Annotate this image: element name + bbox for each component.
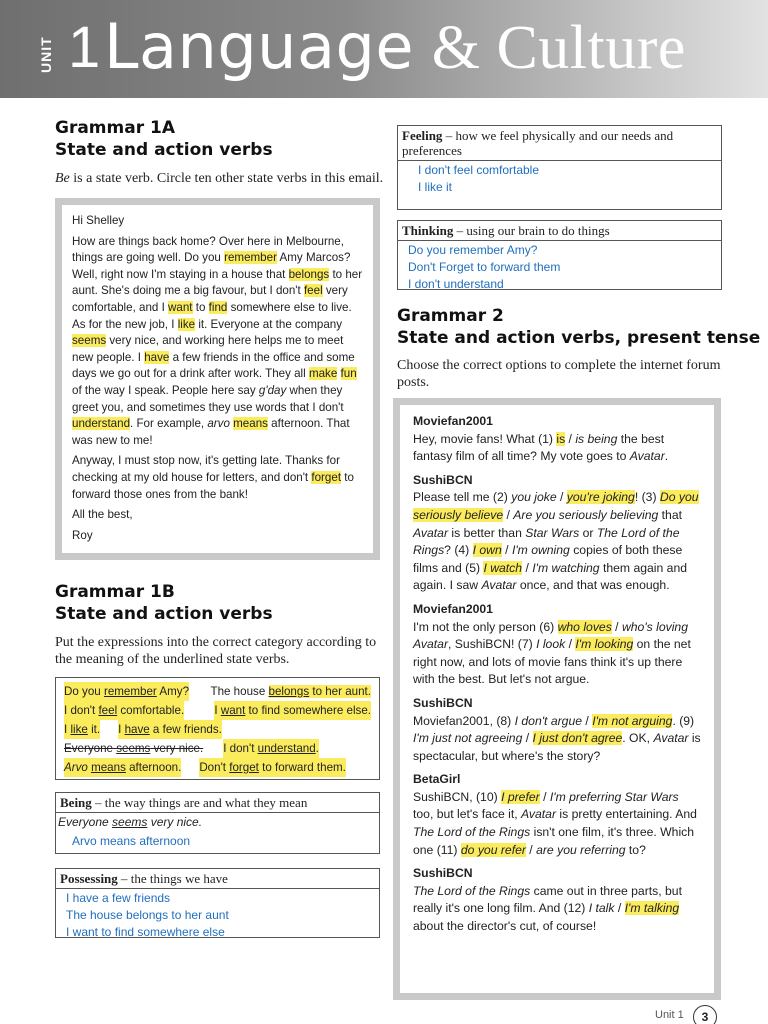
grammar-2-heading: Grammar 2 State and action verbs, present tense <box>397 306 761 348</box>
answer-text[interactable]: I don't feel comfortable <box>418 163 540 177</box>
option-selected[interactable]: who loves <box>557 619 612 634</box>
option-selected[interactable]: Do you seriously believe <box>413 490 699 522</box>
answer-text[interactable]: The house belongs to her aunt <box>66 908 229 922</box>
action-verb[interactable]: find <box>208 300 228 314</box>
answer-text[interactable]: I have a few friends <box>66 891 171 905</box>
option[interactable]: I'm just not agreeing <box>413 731 523 746</box>
forum-username: Moviefan2001 <box>413 601 493 616</box>
option-selected[interactable]: I own <box>472 543 502 558</box>
state-verb[interactable]: belongs <box>288 267 330 281</box>
grammar-1b-heading: Grammar 1B State and action verbs <box>55 582 273 624</box>
title-language: Language <box>104 10 414 83</box>
expression-item-used[interactable]: Everyone seems very nice. <box>64 742 204 755</box>
expressions-box <box>55 677 380 780</box>
option[interactable]: are you referring <box>536 842 626 857</box>
email-greeting: Hi Shelley <box>72 214 125 227</box>
option[interactable]: I'm watching <box>532 560 600 575</box>
state-verb[interactable]: means <box>233 417 268 431</box>
forum-frame <box>393 398 721 1000</box>
state-verb[interactable]: forget <box>311 470 342 484</box>
option-selected[interactable]: I'm talking <box>624 901 680 916</box>
footer-unit-label: Unit 1 <box>655 1009 684 1021</box>
answer-text[interactable]: Arvo means afternoon <box>72 834 191 848</box>
forum-username: SushiBCN <box>413 866 473 881</box>
forum-post: SushiBCN, (10) I prefer / I'm preferring Star Wars too, but let's face it, Avatar is pretty entertaining. And The Lord of the Rings isn't one film, it's three. Which one (11) do you refer / are you referring to? <box>413 789 697 857</box>
expression-item[interactable]: The house belongs to her aunt. <box>210 685 371 698</box>
option[interactable]: I look <box>536 637 566 652</box>
forum-username: SushiBCN <box>413 472 473 487</box>
state-verb[interactable]: feel <box>303 284 323 298</box>
forum-post: Please tell me (2) you joke / you're joking! (3) Do you seriously believe / Are you seriously believing that Avatar is better than Star Wars or The Lord of the Rings? (4) I own / I'm owning copies of both these films and (5) I watch / I'm watching them again and again. I saw Avatar once, and that was enough. <box>413 490 699 593</box>
state-verb[interactable]: seems <box>72 334 107 348</box>
option[interactable]: you joke <box>511 490 557 505</box>
answer-text[interactable]: I don't understand <box>408 277 504 291</box>
expression-item[interactable]: Do you remember Amy? <box>64 682 189 701</box>
email-paragraph-1: How are things back home? Over here in Melbourne, things are going well. Do you remember Amy Marcos? Well, right now I'm staying in a house that belongs to her aunt. She's doing me a big favour, but I don't feel very comfortable, and I want to find somewhere else to live. As for the new job, I like it. Everyone at the company seems very nice, and working here helps me to meet new people. I have a few friends in the office and some days we go out for a drink after work. They all make fun of the way I speak. People here say g'day when they greet you, and sometimes they use words that I don't understand. For example, arvo means afternoon. That was new to me! <box>72 234 363 447</box>
category-feeling-heading: Feeling – how we feel physically and our needs and preferences <box>398 126 721 161</box>
forum-post: Hey, movie fans! What (1) is / is being the best fantasy film of all time? My vote goes to Avatar. <box>413 431 669 464</box>
expression-item[interactable]: I don't understand. <box>223 739 319 758</box>
expression-item[interactable]: I have a few friends. <box>118 720 222 739</box>
state-verb[interactable]: understand <box>72 417 131 431</box>
forum-username: SushiBCN <box>413 695 473 710</box>
state-verb[interactable]: remember <box>224 251 277 265</box>
email-signature: Roy <box>72 528 93 542</box>
category-being-example: Everyone seems very nice. <box>58 815 203 829</box>
forum-username: BetaGirl <box>413 772 461 787</box>
grammar-1b-instruction: Put the expressions into the correct category according to the meaning of the underlined state verbs. <box>55 635 377 667</box>
email-frame <box>55 198 380 560</box>
unit-label: UNIT <box>38 36 54 74</box>
category-being <box>55 792 380 854</box>
option-selected[interactable]: I just don't agree <box>532 731 623 746</box>
option[interactable]: I'm owning <box>511 543 570 558</box>
state-verb[interactable]: like <box>177 317 196 331</box>
option-selected[interactable]: I'm not arguing <box>592 713 673 728</box>
option-selected[interactable]: you're joking <box>566 490 635 505</box>
category-possessing-heading: Possessing – the things we have <box>56 869 379 889</box>
category-possessing <box>55 868 380 938</box>
unit-banner <box>0 0 768 98</box>
page-number: 3 <box>693 1005 717 1024</box>
answer-text[interactable]: Don't Forget to forward them <box>408 260 561 274</box>
answer-text[interactable]: I like it <box>418 180 453 194</box>
option[interactable]: Are you seriously believing <box>513 507 659 522</box>
option-selected[interactable]: is <box>556 431 566 446</box>
option-selected[interactable]: I prefer <box>501 789 540 804</box>
title-culture: & Culture <box>431 14 686 82</box>
answer-text[interactable]: Do you remember Amy? <box>408 243 538 257</box>
category-being-heading: Being – the way things are and what they mean <box>56 793 379 813</box>
action-verb[interactable]: make <box>308 367 338 381</box>
expression-item[interactable]: Don't forget to forward them. <box>199 758 346 777</box>
forum-posts <box>400 405 714 993</box>
answer-text[interactable]: I want to find somewhere else <box>66 925 225 939</box>
category-feeling <box>397 125 722 210</box>
grammar-2-instruction: Choose the correct options to complete the internet forum posts. <box>397 358 721 390</box>
forum-post: I'm not the only person (6) who loves / who's loving Avatar, SushiBCN! (7) I look / I'm looking on the net right now, and lots of movie fans think it's up there with the best. But let's not argue. <box>413 619 691 687</box>
option-selected[interactable]: I watch <box>483 560 523 575</box>
action-verb[interactable]: fun <box>340 367 357 381</box>
expression-item[interactable]: I want to find somewhere else. <box>214 701 371 720</box>
option-selected[interactable]: I'm looking <box>575 637 634 652</box>
page-title <box>104 12 686 83</box>
email-paragraph-2: Anyway, I must stop now, it's getting late. Thanks for checking at my old house for letters, and don't forget to forward those ones from the bank! <box>72 454 354 501</box>
state-verb[interactable]: have <box>144 350 170 364</box>
option-selected[interactable]: do you refer <box>460 842 526 857</box>
expression-item[interactable]: I don't feel comfortable. <box>64 701 184 720</box>
expression-item[interactable]: I like it. <box>64 720 100 739</box>
forum-username: Moviefan2001 <box>413 414 493 428</box>
unit-number: 1 <box>68 15 101 80</box>
option[interactable]: is being <box>575 431 618 446</box>
option[interactable]: I talk <box>588 901 615 916</box>
category-thinking-heading: Thinking – using our brain to do things <box>398 221 721 241</box>
state-verb[interactable]: want <box>168 300 193 314</box>
option[interactable]: I'm preferring <box>549 789 622 804</box>
option[interactable]: who's loving Avatar <box>413 619 688 652</box>
option[interactable]: I don't argue <box>514 713 583 728</box>
expression-item[interactable]: Arvo means afternoon. <box>64 758 181 777</box>
email-closing: All the best, <box>72 508 133 522</box>
grammar-1a-instruction: Be is a state verb. Circle ten other state verbs in this email. <box>55 171 384 186</box>
category-thinking <box>397 220 722 290</box>
grammar-1a-heading: Grammar 1A State and action verbs <box>55 118 273 160</box>
forum-post: Moviefan2001, (8) I don't argue / I'm not arguing. (9) I'm just not agreeing / I just don't agree. OK, Avatar is spectacular, but where's the story? <box>413 713 701 763</box>
forum-post: The Lord of the Rings came out in three parts, but really it's one long film. And (12) I talk / I'm talking about the director's cut, of course! <box>413 883 682 934</box>
email-text <box>62 205 373 553</box>
